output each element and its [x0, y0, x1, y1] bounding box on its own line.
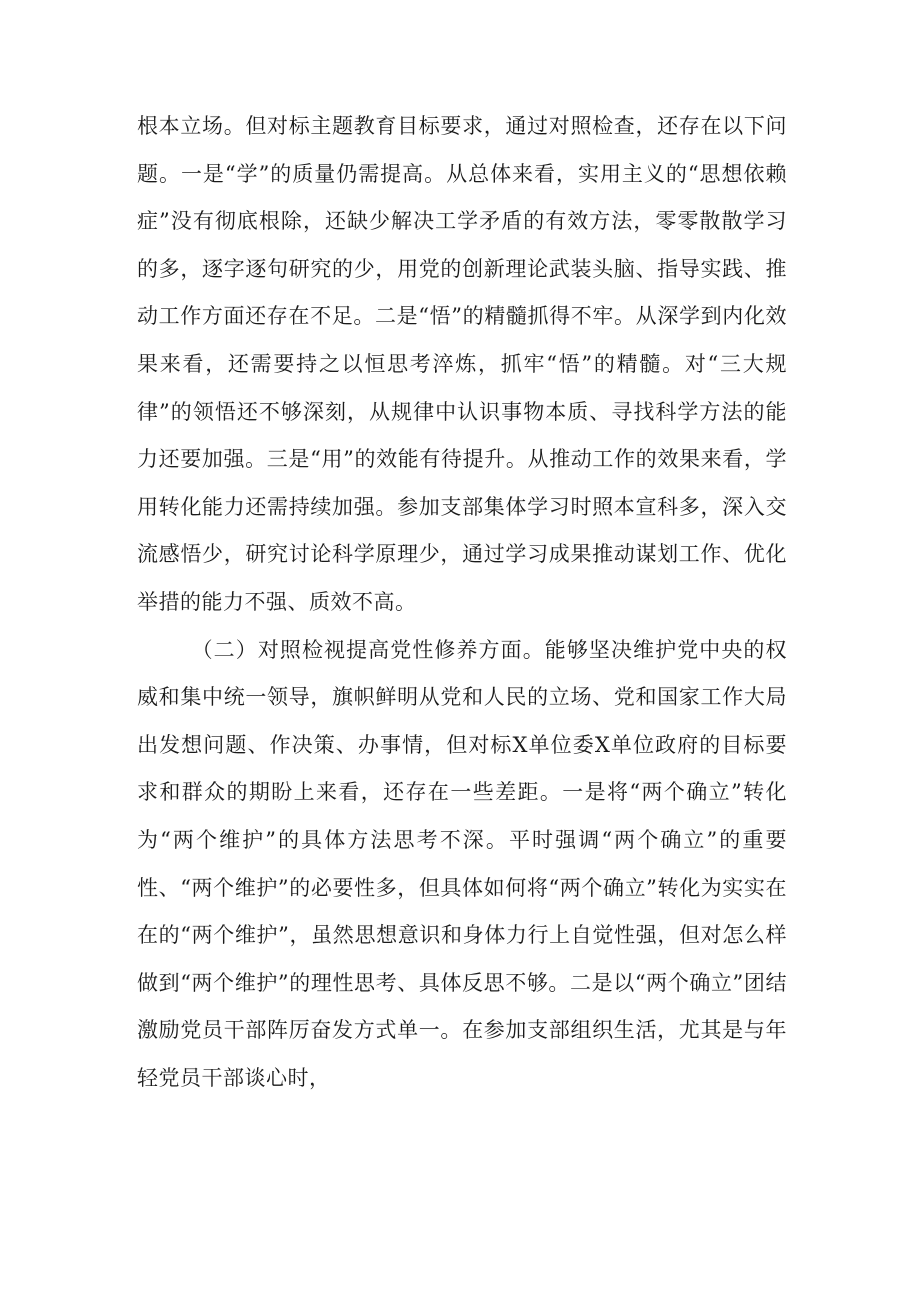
document-body — [137, 103, 787, 1102]
paragraph-continued: 根本立场。但对标主题教育目标要求，通过对照检查，还存在以下问题。一是“学”的质量仍需提高。从总体来看，实用主义的“思想依赖症”没有彻底根除，还缺少解决工学矛盾的有效方法，零零散散学习的多，逐字逐句研究的少，用党的创新理论武装头脑、指导实践、推动工作方面还存在不足。二是“悟”的精髓抓得不牢。从深学到内化效果来看，还需要持之以恒思考淬炼，抓牢“悟”的精髓。对“三大规律”的领悟还不够深刻，从规律中认识事物本质、寻找科学方法的能力还要加强。三是“用”的效能有待提升。从推动工作的效果来看，学用转化能力还需持续加强。参加支部集体学习时照本宣科多，深入交流感悟少，研究讨论科学原理少，通过学习成果推动谋划工作、优化举措的能力不强、质效不高。 — [137, 114, 787, 614]
paragraph-section-two: （二）对照检视提高党性修养方面。能够坚决维护党中央的权威和集中统一领导，旗帜鲜明从党和人民的立场、党和国家工作大局出发想问题、作决策、办事情，但对标X单位委X单位政府的目标要求和群众的期盼上来看，还存在一些差距。一是将“两个确立”转化为“两个维护”的具体方法思考不深。平时强调“两个确立”的重要性、“两个维护”的必要性多，但具体如何将“两个确立”转化为实实在在的“两个维护”，虽然思想意识和身体力行上自觉性强，但对怎么样做到“两个维护”的理性思考、具体反思不够。二是以“两个确立”团结激励党员干部阵厉奋发方式单一。在参加支部组织生活，尤其是与年轻党员干部谈心时， — [137, 637, 787, 1090]
